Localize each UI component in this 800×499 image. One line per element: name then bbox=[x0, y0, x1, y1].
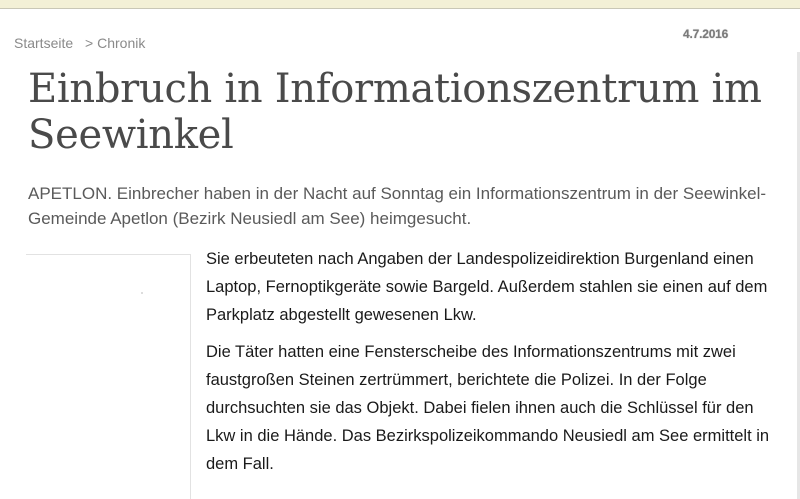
article-date: 4.7.2016 bbox=[683, 27, 729, 41]
article-paragraph: Die Täter hatten eine Fensterscheibe des Informationszentrums mit zwei faustgroßen Steinen zertrümmert, berichtete die Polizei. In der Folge durchsuchten sie das Objekt. Dabei fielen ihnen auch die Schlüssel für den Lkw in die Hände. Das Bezirkspolizeikommando Neusiedl am See ermittelt in dem Fall. bbox=[206, 343, 770, 473]
article-paragraph: Sie erbeuteten nach Angaben der Landespolizeidirektion Burgenland einen Laptop, Fernoptikgeräte sowie Bargeld. Außerdem stahlen sie einen auf dem Parkplatz abgestellt gewesenen Lkw. bbox=[206, 250, 768, 324]
top-banner-strip bbox=[0, 0, 800, 9]
breadcrumb-separator: > bbox=[85, 35, 94, 51]
article-media-placeholder bbox=[26, 254, 191, 499]
breadcrumb bbox=[14, 35, 145, 51]
breadcrumb-home-link[interactable]: Startseite bbox=[14, 35, 74, 51]
article-headline: Einbruch in Informationszentrum im Seewinkel bbox=[28, 66, 762, 158]
breadcrumb-section-link[interactable]: Chronik bbox=[97, 35, 146, 51]
article-body bbox=[206, 245, 786, 487]
article-lead: APETLON. Einbrecher haben in der Nacht auf Sonntag ein Informationszentrum in der Seewinkel-Gemeinde Apetlon (Bezirk Neusiedl am See) heimgesucht. bbox=[28, 184, 767, 228]
media-marker bbox=[141, 292, 143, 294]
